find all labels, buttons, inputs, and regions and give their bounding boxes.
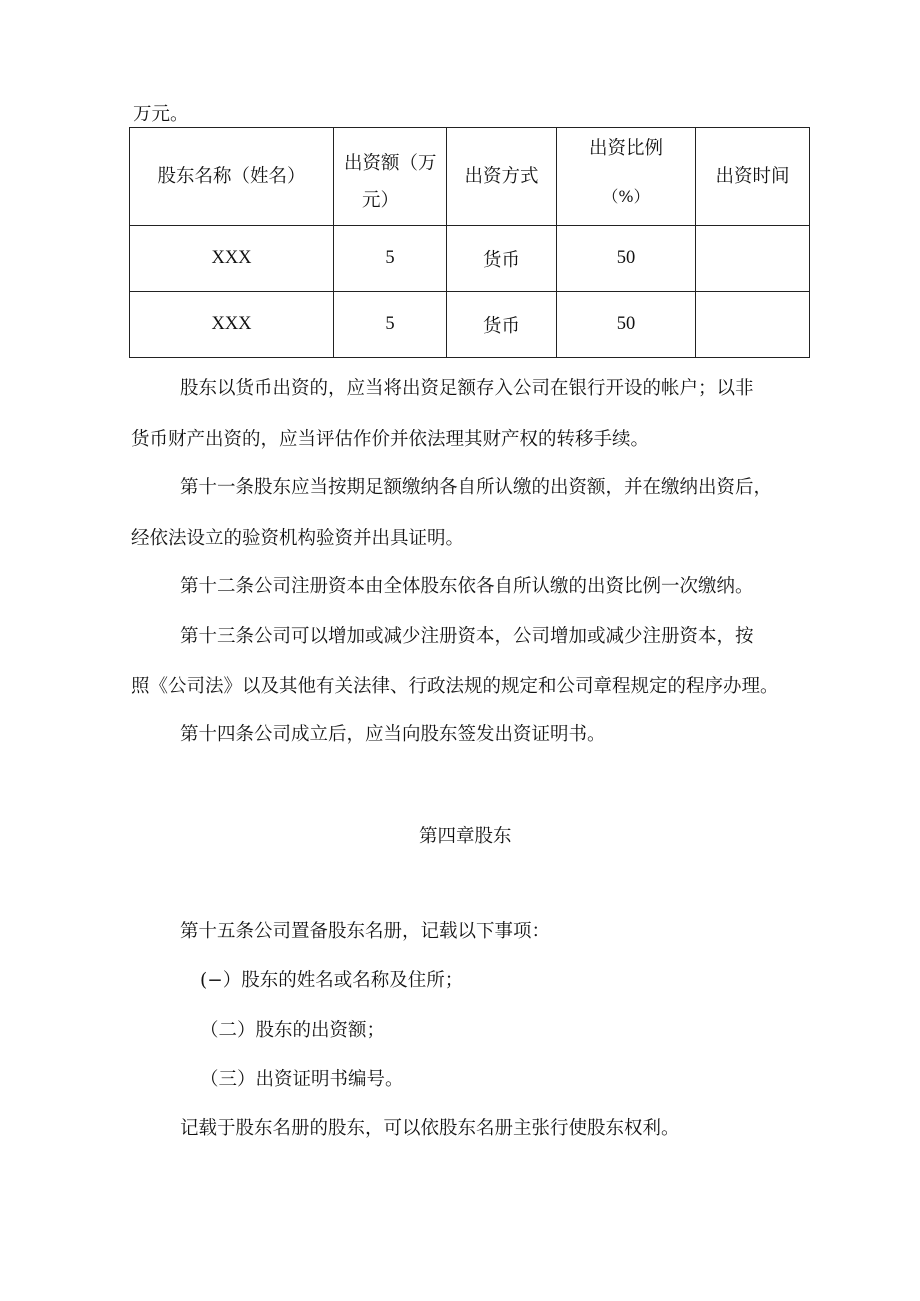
- intro-tail-text: 万元。: [133, 104, 189, 125]
- cell-time: [696, 226, 810, 292]
- table-row: [130, 292, 810, 358]
- header-amount-line2: 元）: [362, 189, 400, 211]
- list-item: （二）股东的出资额；: [200, 1020, 386, 1041]
- cell-method: 货币: [447, 226, 557, 292]
- closing-paragraph: 记载于股东名册的股东，可以依股东名册主张行使股东权利。: [180, 1118, 680, 1139]
- cell-amount: 5: [334, 226, 447, 292]
- paragraph-currency-contribution-line1: 股东以货币出资的，应当将出资足额存入公司在银行开设的帐户；以非: [180, 378, 754, 399]
- capital-contribution-table: [129, 127, 810, 358]
- cell-ratio: 50: [557, 292, 696, 358]
- article-13-line1: 第十三条公司可以增加或减少注册资本，公司增加或减少注册资本，按: [180, 626, 754, 647]
- article-15: 第十五条公司置备股东名册，记载以下事项：: [180, 921, 551, 942]
- cell-time: [696, 292, 810, 358]
- paragraph-currency-contribution-line2: 货币财产出资的，应当评估作价并依法理其财产权的转移手续。: [131, 429, 650, 450]
- cell-amount: 5: [334, 292, 447, 358]
- chapter-title: 第四章股东: [419, 826, 512, 847]
- header-shareholder-name: 股东名称（姓名）: [130, 128, 334, 226]
- cell-ratio: 50: [557, 226, 696, 292]
- cell-method: 货币: [447, 292, 557, 358]
- header-ratio-line1: 出资比例: [588, 137, 663, 159]
- article-14: 第十四条公司成立后，应当向股东签发出资证明书。: [180, 724, 606, 745]
- list-item: （三）出资证明书编号。: [200, 1069, 404, 1090]
- article-11-line2: 经依法设立的验资机构验资并出具证明。: [131, 528, 465, 549]
- cell-shareholder-name: XXX: [130, 226, 334, 292]
- article-13-line2: 照《公司法》以及其他有关法律、行政法规的规定和公司章程规定的程序办理。: [131, 676, 779, 697]
- header-contribution-time: 出资时间: [696, 128, 810, 226]
- list-item: (−）股东的姓名或名称及住所；: [200, 970, 464, 991]
- header-contribution-amount: [334, 128, 447, 226]
- header-ratio-line2: （%）: [602, 186, 650, 206]
- header-contribution-ratio: [557, 128, 696, 226]
- header-amount-line1: 出资额（万: [344, 152, 437, 174]
- article-11-line1: 第十一条股东应当按期足额缴纳各自所认缴的出资额，并在缴纳出资后，: [180, 477, 773, 498]
- cell-shareholder-name: XXX: [130, 292, 334, 358]
- table-header-row: [130, 128, 810, 226]
- header-contribution-method: 出资方式: [447, 128, 557, 226]
- article-12: 第十二条公司注册资本由全体股东依各自所认缴的出资比例一次缴纳。: [180, 576, 754, 597]
- table-row: [130, 226, 810, 292]
